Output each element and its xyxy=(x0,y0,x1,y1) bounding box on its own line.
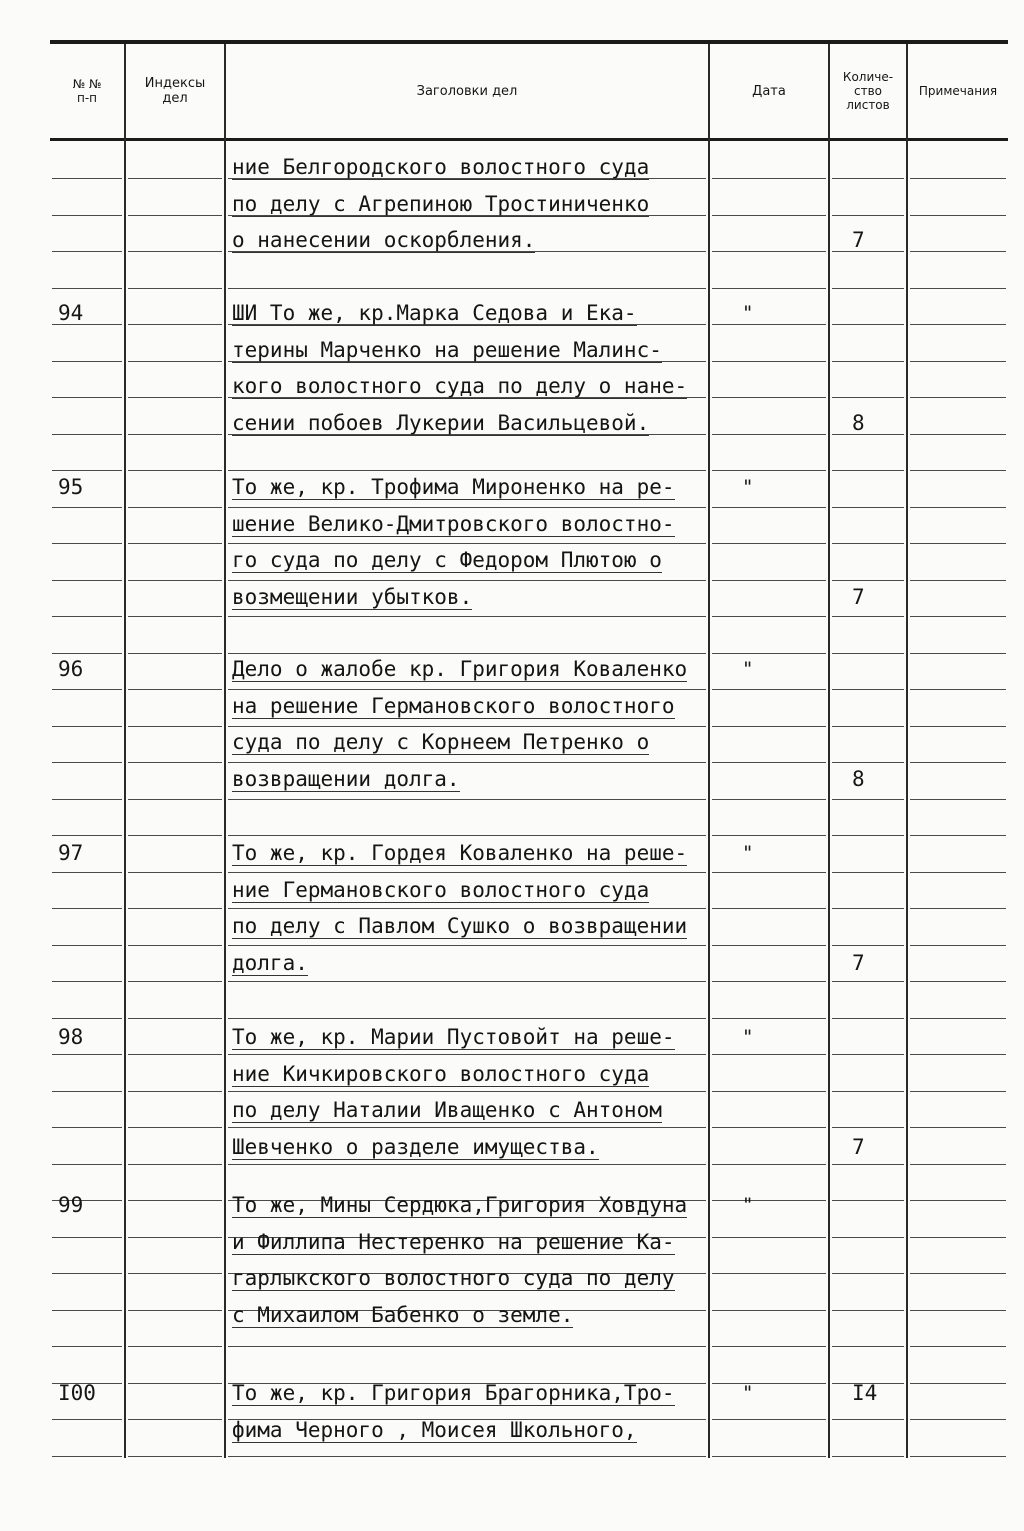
ruled-line xyxy=(128,1346,222,1347)
ruled-line xyxy=(712,1456,826,1457)
ruled-line xyxy=(128,251,222,252)
case-date: " xyxy=(742,302,754,324)
case-title xyxy=(232,296,687,442)
ruled-line xyxy=(712,1164,826,1165)
ruled-line xyxy=(712,1237,826,1238)
header-title: Заголовки дел xyxy=(416,83,518,99)
ruled-line xyxy=(128,397,222,398)
ruled-line xyxy=(832,543,904,544)
ruled-line xyxy=(910,1346,1006,1347)
ruled-line xyxy=(832,799,904,800)
ruled-line xyxy=(712,1127,826,1128)
ruled-line xyxy=(52,872,122,873)
column-rule xyxy=(906,44,908,1458)
column-rule xyxy=(224,44,226,1458)
ruled-line xyxy=(128,799,222,800)
ruled-line xyxy=(128,945,222,946)
case-title-line: возвращении долга. xyxy=(232,766,460,791)
ruled-line xyxy=(128,689,222,690)
ruled-line xyxy=(832,1419,904,1420)
case-title-line: фима Черного , Моисея Школьного, xyxy=(232,1417,637,1442)
ruled-line xyxy=(832,324,904,325)
ruled-line xyxy=(52,1237,122,1238)
ruled-line xyxy=(712,1310,826,1311)
ruled-line xyxy=(832,1164,904,1165)
ruled-line xyxy=(832,1054,904,1055)
ruled-line xyxy=(52,543,122,544)
case-date: " xyxy=(742,658,754,680)
case-title-line: То же, кр. Марии Пустовойт на реше- xyxy=(232,1025,675,1049)
ruled-line xyxy=(832,361,904,362)
header-number: № № п-п xyxy=(72,77,102,105)
ruled-line xyxy=(52,434,122,435)
ruled-line xyxy=(712,1383,826,1384)
ruled-line xyxy=(712,507,826,508)
case-title-line: ние Германовского волостного суда xyxy=(232,877,650,902)
case-title-line: долга. xyxy=(232,950,308,975)
ruled-line xyxy=(52,616,122,617)
case-title-line: на решение Германовского волостного xyxy=(232,693,675,718)
ruled-line xyxy=(832,215,904,216)
ruled-line xyxy=(910,507,1006,508)
case-title-line: То же, кр. Григория Брагорника,Тро- xyxy=(232,1381,675,1405)
case-title-line: возмещении убытков. xyxy=(232,584,473,609)
ruled-line xyxy=(52,361,122,362)
ruled-line xyxy=(52,1091,122,1092)
ruled-line xyxy=(910,689,1006,690)
ruled-line xyxy=(832,178,904,179)
ruled-line xyxy=(52,908,122,909)
ruled-line xyxy=(832,726,904,727)
case-sheet-count: I4 xyxy=(852,1381,878,1405)
ruled-line xyxy=(910,361,1006,362)
ruled-line xyxy=(712,434,826,435)
ruled-line xyxy=(910,1054,1006,1055)
ruled-line xyxy=(910,981,1006,982)
case-title-line: терины Марченко на решение Малинс- xyxy=(232,337,662,362)
ruled-line xyxy=(712,1419,826,1420)
ruled-line xyxy=(52,215,122,216)
case-sheet-count: 7 xyxy=(852,228,865,252)
ruled-line xyxy=(128,178,222,179)
ruled-line xyxy=(910,908,1006,909)
ruled-line xyxy=(910,835,1006,836)
ruled-line xyxy=(52,1054,122,1055)
ruled-line xyxy=(910,470,1006,471)
ruled-line xyxy=(832,1091,904,1092)
case-sheet-count: 8 xyxy=(852,411,865,435)
ruled-line xyxy=(712,1346,826,1347)
ruled-line xyxy=(128,470,222,471)
ruled-line xyxy=(128,1200,222,1201)
ruled-line xyxy=(712,653,826,654)
case-number: 96 xyxy=(58,657,84,681)
ruled-line xyxy=(832,1237,904,1238)
ruled-line xyxy=(128,361,222,362)
ruled-line xyxy=(712,1273,826,1274)
case-title-line: ШИ То же, кр.Марка Седова и Ека- xyxy=(232,301,637,325)
ruled-line xyxy=(712,726,826,727)
ruled-line xyxy=(910,1091,1006,1092)
ruled-line xyxy=(910,616,1006,617)
ruled-line xyxy=(910,1419,1006,1420)
ruled-line xyxy=(712,616,826,617)
ruled-line xyxy=(832,762,904,763)
case-title-line: го суда по делу с Федором Плютою о xyxy=(232,548,662,572)
case-number: 94 xyxy=(58,301,84,325)
ruled-line xyxy=(712,288,826,289)
ruled-line xyxy=(228,288,706,289)
ruled-line xyxy=(910,1383,1006,1384)
ruled-line xyxy=(52,1127,122,1128)
ruled-line xyxy=(712,215,826,216)
ruled-line xyxy=(52,981,122,982)
ruled-line xyxy=(128,1164,222,1165)
ruled-line xyxy=(910,324,1006,325)
ruled-line xyxy=(228,1018,706,1019)
ruled-line xyxy=(712,945,826,946)
ruled-line xyxy=(832,1273,904,1274)
ruled-line xyxy=(712,580,826,581)
case-title-line: сении побоев Лукерии Васильцевой. xyxy=(232,410,650,435)
ruled-line xyxy=(910,288,1006,289)
ruled-line xyxy=(832,981,904,982)
ruled-line xyxy=(832,470,904,471)
case-title-line: Шевченко о разделе имущества. xyxy=(232,1134,599,1159)
ruled-line xyxy=(712,361,826,362)
ruled-line xyxy=(910,397,1006,398)
ruled-line xyxy=(52,1273,122,1274)
case-sheet-count: 8 xyxy=(852,767,865,791)
case-title-line: ние Кичкировского волостного суда xyxy=(232,1061,650,1086)
ruled-line xyxy=(128,324,222,325)
case-number: 95 xyxy=(58,475,84,499)
case-title-line: шение Велико-Дмитровского волостно- xyxy=(232,511,675,536)
case-title-line: гарлыкского волостного суда по делу xyxy=(232,1266,675,1290)
ruled-line xyxy=(712,324,826,325)
case-number: 97 xyxy=(58,841,84,865)
case-title xyxy=(232,1376,675,1449)
ruled-line xyxy=(910,1237,1006,1238)
ruled-line xyxy=(712,1054,826,1055)
ruled-line xyxy=(832,397,904,398)
case-title-line: То же, кр. Трофима Мироненко на ре- xyxy=(232,475,675,499)
ruled-line xyxy=(52,288,122,289)
ruled-line xyxy=(52,580,122,581)
ruled-line xyxy=(128,288,222,289)
header-date: Дата xyxy=(752,83,786,99)
ruled-line xyxy=(128,653,222,654)
ruled-line xyxy=(712,470,826,471)
case-title-line: и Филлипа Нестеренко на решение Ка- xyxy=(232,1229,675,1254)
ruled-line xyxy=(910,178,1006,179)
ruled-line xyxy=(910,762,1006,763)
header-sheets: Количе- ство листов xyxy=(842,70,894,112)
case-sheet-count: 7 xyxy=(852,585,865,609)
ruled-line xyxy=(128,507,222,508)
ruled-line xyxy=(52,1456,122,1457)
case-number: I00 xyxy=(58,1381,96,1405)
case-title xyxy=(232,652,687,798)
ruled-line xyxy=(910,1200,1006,1201)
ruled-line xyxy=(712,689,826,690)
ruled-line xyxy=(910,799,1006,800)
case-number: 98 xyxy=(58,1025,84,1049)
ruled-line xyxy=(52,726,122,727)
ruled-line xyxy=(128,580,222,581)
ruled-line xyxy=(832,616,904,617)
ruled-line xyxy=(910,215,1006,216)
ruled-line xyxy=(128,543,222,544)
ruled-line xyxy=(128,434,222,435)
ruled-line xyxy=(712,981,826,982)
ruled-line xyxy=(832,434,904,435)
ruled-line xyxy=(52,689,122,690)
case-title-line: по делу Наталии Иващенко с Антоном xyxy=(232,1098,662,1122)
case-title-line: То же, Мины Сердюка,Григория Ховдуна xyxy=(232,1193,688,1217)
header-rule xyxy=(50,138,1008,141)
ruled-line xyxy=(832,507,904,508)
ruled-line xyxy=(832,1018,904,1019)
ruled-line xyxy=(712,908,826,909)
ruled-line xyxy=(128,215,222,216)
ruled-line xyxy=(832,1200,904,1201)
column-rule xyxy=(828,44,830,1458)
case-date: " xyxy=(742,842,754,864)
ruled-line xyxy=(832,580,904,581)
ruled-line xyxy=(712,1091,826,1092)
ruled-line xyxy=(910,872,1006,873)
ruled-line xyxy=(52,507,122,508)
case-title-line: о нанесении оскорбления. xyxy=(232,228,536,252)
case-date: " xyxy=(742,1194,754,1216)
ruled-line xyxy=(910,1310,1006,1311)
header-notes: Примечания xyxy=(918,84,998,98)
ruled-line xyxy=(228,1456,706,1457)
ruled-line xyxy=(52,1419,122,1420)
ruled-line xyxy=(712,762,826,763)
header-index: Индексы дел xyxy=(144,76,206,106)
ruled-line xyxy=(128,1310,222,1311)
ruled-line xyxy=(52,397,122,398)
case-sheet-count: 7 xyxy=(852,951,865,975)
ruled-line xyxy=(52,945,122,946)
case-title xyxy=(232,470,675,616)
ruled-line xyxy=(228,1346,706,1347)
ruled-line xyxy=(712,835,826,836)
ruled-line xyxy=(128,1456,222,1457)
ruled-line xyxy=(832,1346,904,1347)
ruled-line xyxy=(128,1127,222,1128)
case-title xyxy=(232,1188,687,1334)
ruled-line xyxy=(910,1273,1006,1274)
ruled-line xyxy=(128,1237,222,1238)
ruled-line xyxy=(712,397,826,398)
case-title-line: с Михаилом Бабенко о земле. xyxy=(232,1302,574,1327)
case-title-line: суда по делу с Корнеем Петренко о xyxy=(232,730,650,754)
ruled-line xyxy=(910,543,1006,544)
ruled-line xyxy=(832,908,904,909)
case-title-line: по делу с Агрепиною Тростиниченко xyxy=(232,191,650,216)
ruled-line xyxy=(128,762,222,763)
ruled-line xyxy=(910,1164,1006,1165)
ruled-line xyxy=(832,835,904,836)
case-date: " xyxy=(742,1026,754,1048)
column-rule xyxy=(708,44,710,1458)
ruled-line xyxy=(712,1200,826,1201)
ruled-line xyxy=(832,689,904,690)
column-rule xyxy=(124,44,126,1458)
ruled-line xyxy=(910,434,1006,435)
case-title xyxy=(232,150,649,260)
ruled-line xyxy=(832,945,904,946)
ruled-line xyxy=(832,1127,904,1128)
ruled-line xyxy=(52,799,122,800)
ruled-line xyxy=(128,908,222,909)
ruled-line xyxy=(910,251,1006,252)
ruled-line xyxy=(712,1018,826,1019)
ruled-line xyxy=(52,251,122,252)
ruled-line xyxy=(128,835,222,836)
case-date: " xyxy=(742,1382,754,1404)
ruled-line xyxy=(128,726,222,727)
ruled-line xyxy=(128,1273,222,1274)
ruled-line xyxy=(52,1346,122,1347)
ruled-line xyxy=(128,1054,222,1055)
ruled-line xyxy=(52,178,122,179)
ruled-line xyxy=(712,178,826,179)
case-title-line: кого волостного суда по делу о нане- xyxy=(232,374,688,398)
ruled-line xyxy=(712,543,826,544)
ruled-line xyxy=(832,288,904,289)
case-title xyxy=(232,836,687,982)
case-title-line: по делу с Павлом Сушко о возвращении xyxy=(232,914,688,938)
ruled-line xyxy=(832,251,904,252)
ruled-line xyxy=(52,762,122,763)
ruled-line xyxy=(910,1018,1006,1019)
ruled-line xyxy=(128,616,222,617)
case-date: " xyxy=(742,476,754,498)
ruled-line xyxy=(832,1310,904,1311)
top-rule xyxy=(50,40,1008,44)
ruled-line xyxy=(832,1456,904,1457)
ruled-line xyxy=(128,1018,222,1019)
ruled-line xyxy=(128,1091,222,1092)
ruled-line xyxy=(228,799,706,800)
case-title-line: ние Белгородского волостного суда xyxy=(232,155,650,179)
ruled-line xyxy=(910,945,1006,946)
case-title-line: Дело о жалобе кр. Григория Коваленко xyxy=(232,657,688,681)
ruled-line xyxy=(712,872,826,873)
case-number: 99 xyxy=(58,1193,84,1217)
ruled-line xyxy=(910,580,1006,581)
ruled-line xyxy=(910,653,1006,654)
case-title-line: То же, кр. Гордея Коваленко на реше- xyxy=(232,841,688,865)
ruled-line xyxy=(128,981,222,982)
ruled-line xyxy=(910,1456,1006,1457)
ruled-line xyxy=(128,1419,222,1420)
ruled-line xyxy=(910,726,1006,727)
case-title xyxy=(232,1020,675,1166)
ruled-line xyxy=(128,1383,222,1384)
ruled-line xyxy=(910,1127,1006,1128)
ruled-line xyxy=(228,616,706,617)
ruled-line xyxy=(712,799,826,800)
ruled-line xyxy=(52,1310,122,1311)
ruled-line xyxy=(52,1018,122,1019)
case-sheet-count: 7 xyxy=(852,1135,865,1159)
ruled-line xyxy=(52,1164,122,1165)
ruled-line xyxy=(832,872,904,873)
ruled-line xyxy=(712,251,826,252)
ruled-line xyxy=(832,653,904,654)
ruled-line xyxy=(128,872,222,873)
